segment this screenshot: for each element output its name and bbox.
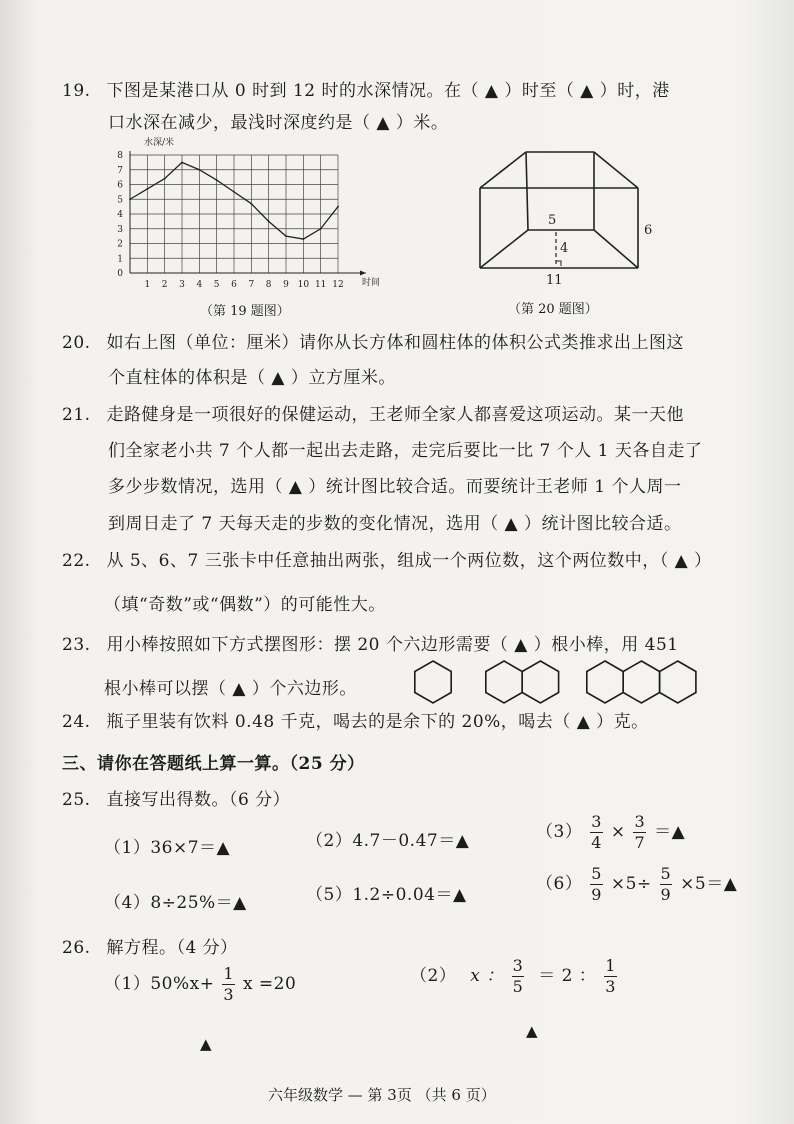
- q21-number: 21.: [62, 405, 91, 425]
- right-angle-mark: [556, 261, 561, 266]
- data-point: [146, 188, 148, 190]
- fraction-denominator: 9: [591, 885, 602, 904]
- q22-line1: [62, 546, 712, 571]
- y-tick-label: 1: [117, 254, 123, 265]
- q25-p3: [536, 814, 685, 851]
- x-tick-label: 4: [196, 280, 203, 290]
- x-tick-label: 10: [297, 280, 310, 290]
- q25-p6-tail: ×5＝▲: [680, 874, 738, 894]
- hexagon-2: [486, 661, 522, 703]
- q21-line2: [108, 436, 702, 461]
- q22-text-2: （填“奇数”或“偶数”）的可能性大。: [104, 595, 386, 615]
- y-tick-label: 7: [117, 165, 123, 176]
- prism-bottom-left-edge: [480, 230, 528, 268]
- label-bottom-11: 11: [546, 273, 563, 288]
- q21-line1: [62, 400, 684, 425]
- q25-title-line: [62, 785, 290, 810]
- q25-title: 直接写出得数。（6 分）: [106, 790, 291, 810]
- data-point: [164, 178, 166, 180]
- x-tick-label: 1: [144, 280, 151, 290]
- prism-bottom-right-edge: [594, 230, 638, 268]
- hexagon-1: [415, 661, 451, 703]
- q19-figure-caption: （第 19 题图）: [200, 304, 290, 319]
- fraction-3-5: [512, 958, 525, 995]
- fraction-numerator: 5: [591, 864, 602, 883]
- fraction-5-9-b: [660, 866, 673, 903]
- data-point: [198, 169, 200, 171]
- label-side-6: 6: [644, 223, 653, 238]
- multiply-sign: ×: [610, 822, 626, 842]
- fraction-denominator: 5: [512, 977, 524, 996]
- fraction-3-7: [633, 814, 646, 851]
- q26-p1-answer-mark: ▲: [200, 1035, 212, 1053]
- chart-grid: [130, 155, 338, 273]
- data-point: [285, 235, 287, 237]
- q21-text-1: 走路健身是一项很好的保健运动，王老师全家人都喜爱这项运动。某一天他: [106, 405, 684, 425]
- q24-number: 24.: [62, 712, 91, 732]
- q26-p2: [410, 958, 619, 995]
- water-depth-chart: [108, 135, 383, 295]
- x-tick-label: 8: [265, 280, 272, 290]
- q25-number: 25.: [62, 790, 91, 810]
- x-tick-label: 9: [283, 280, 289, 290]
- hexagon-3: [623, 661, 659, 703]
- hexagon-3: [660, 661, 696, 703]
- data-point: [250, 203, 252, 205]
- fraction-denominator: 3: [223, 985, 235, 1004]
- x-tick-label: 5: [213, 280, 220, 290]
- fraction-numerator: 3: [591, 812, 602, 831]
- q20-line1: [62, 328, 684, 353]
- label-height-5: 5: [548, 213, 557, 228]
- fraction-numerator: 5: [660, 864, 672, 883]
- q26-title: 解方程。（4 分）: [106, 938, 238, 958]
- q22-number: 22.: [62, 551, 91, 571]
- q19-number: 19.: [62, 81, 91, 101]
- prism-back-left-edge: [526, 152, 528, 230]
- q25-p5: （5）1.2÷0.04＝▲: [306, 885, 467, 905]
- q21-line3: [108, 472, 682, 497]
- chart-y-axis-label: 水深/米: [144, 138, 175, 148]
- hexagon-2: [522, 661, 558, 703]
- q20-figure-caption: （第 20 题图）: [508, 302, 598, 317]
- q22-text-1: 从 5、6、7 三张卡中任意抽出两张，组成一个两位数，这个两位数中，（ ▲ ）: [106, 551, 712, 571]
- fraction-numerator: 3: [512, 956, 524, 975]
- section-3-title: 三、请你在答题纸上算一算。（25 分）: [62, 754, 365, 774]
- q23-text-1: 用小棒按照如下方式摆图形：摆 20 个六边形需要（ ▲ ）根小棒，用 451: [106, 635, 679, 655]
- page-footer: 六年级数学 — 第 3页 （共 6 页）: [268, 1086, 496, 1104]
- hexagon-pattern: [408, 656, 708, 706]
- q25-p6-label: （6）: [536, 874, 583, 894]
- y-tick-label: 4: [117, 210, 123, 220]
- label-height-4: 4: [560, 241, 569, 256]
- q25-p6-mid: ×5÷: [610, 874, 652, 894]
- fraction-denominator: 9: [660, 885, 672, 904]
- data-point: [233, 191, 235, 193]
- x-tick-label: 3: [179, 280, 185, 290]
- q19-text-2: 口水深在减少，最浅时深度约是（ ▲ ）米。: [108, 113, 449, 133]
- x-tick-label: 7: [248, 280, 255, 290]
- q25-p6: [536, 866, 737, 903]
- q26-p2-mid: ＝ 2 ：: [538, 966, 597, 986]
- q21-text-4: 到周日走了 7 天每天走的步数的变化情况，选用（ ▲ ）统计图比较合适。: [108, 514, 682, 534]
- fraction-numerator: 3: [634, 812, 646, 831]
- data-point: [129, 198, 131, 200]
- q20-number: 20.: [62, 333, 91, 353]
- y-tick-label: 2: [117, 239, 123, 250]
- q26-p1-label: （1）50%x+: [104, 974, 215, 994]
- q25-p3-tail: ＝▲: [654, 822, 686, 842]
- q23-number: 23.: [62, 635, 91, 655]
- fraction-3-4: [590, 814, 603, 851]
- hexagon-3: [587, 661, 623, 703]
- y-tick-label: 6: [117, 180, 123, 191]
- q19-text-1: 下图是某港口从 0 时到 12 时的水深情况。在（ ▲ ）时至（ ▲ ）时，港: [106, 81, 670, 101]
- q20-line2: [108, 363, 396, 388]
- q26-p1-tail: x =20: [242, 974, 297, 994]
- q22-line2: [104, 590, 386, 615]
- q21-text-3: 多少步数情况，选用（ ▲ ）统计图比较合适。而要统计王老师 1 个人周一: [108, 477, 682, 497]
- data-point: [302, 238, 304, 240]
- q26-p2-x: x ：: [470, 966, 504, 986]
- q23-text-2: 根小棒可以摆（ ▲ ）个六边形。: [104, 679, 357, 699]
- prism-top-right-edge: [594, 152, 638, 188]
- q19-line2: [108, 108, 448, 133]
- prism-figure: [470, 140, 670, 290]
- y-tick-label: 8: [117, 151, 123, 161]
- q20-text-1: 如右上图（单位：厘米）请你从长方体和圆柱体的体积公式类推求出上图这: [106, 333, 684, 353]
- chart-tick-labels: [117, 151, 343, 290]
- q26-p2-answer-mark: ▲: [526, 1022, 538, 1040]
- q23-line1: [62, 630, 679, 655]
- y-tick-label: 5: [117, 195, 123, 206]
- q25-p1: （1）36×7＝▲: [104, 838, 231, 858]
- data-point: [181, 161, 183, 163]
- x-tick-label: 6: [231, 280, 237, 290]
- fraction-denominator: 4: [591, 833, 602, 852]
- data-point: [320, 228, 322, 230]
- q26-p1: [104, 966, 296, 1003]
- q24-line1: [62, 707, 649, 732]
- q25-p4: （4）8÷25%＝▲: [104, 893, 247, 913]
- x-tick-label: 2: [161, 280, 168, 290]
- fraction-denominator: 7: [634, 833, 646, 852]
- fraction-1-3: [222, 966, 235, 1003]
- q19-line1: [62, 76, 670, 101]
- data-point: [337, 206, 339, 208]
- q25-p3-label: （3）: [536, 822, 583, 842]
- fraction-numerator: 1: [223, 964, 235, 983]
- fraction-1-3-b: [604, 958, 617, 995]
- y-tick-label: 0: [117, 269, 123, 279]
- q26-number: 26.: [62, 938, 91, 958]
- fraction-numerator: 1: [605, 956, 616, 975]
- q26-title-line: [62, 933, 238, 958]
- q20-text-2: 个直柱体的体积是（ ▲ ）立方厘米。: [108, 368, 396, 388]
- fraction-5-9-a: [590, 866, 603, 903]
- q21-text-2: 们全家老小共 7 个人都一起出去走路，走完后要比一比 7 个人 1 天各自走了: [108, 441, 703, 461]
- x-axis-arrow: [360, 271, 366, 276]
- q24-text-1: 瓶子里装有饮料 0.48 千克，喝去的是余下的 20%，喝去（ ▲ ）克。: [106, 712, 649, 732]
- y-tick-label: 3: [117, 224, 123, 235]
- fraction-denominator: 3: [605, 977, 616, 996]
- q26-p2-label: （2）: [410, 966, 457, 986]
- x-tick-label: 12: [332, 280, 344, 290]
- data-point: [216, 179, 218, 181]
- x-tick-label: 11: [314, 280, 327, 290]
- q25-p2: （2）4.7－0.47＝▲: [306, 831, 470, 851]
- prism-top-left-edge: [480, 152, 526, 188]
- q21-line4: [108, 509, 682, 534]
- q23-line2: [104, 674, 357, 699]
- data-point: [268, 220, 270, 222]
- chart-x-axis-label: 时间: [362, 278, 381, 288]
